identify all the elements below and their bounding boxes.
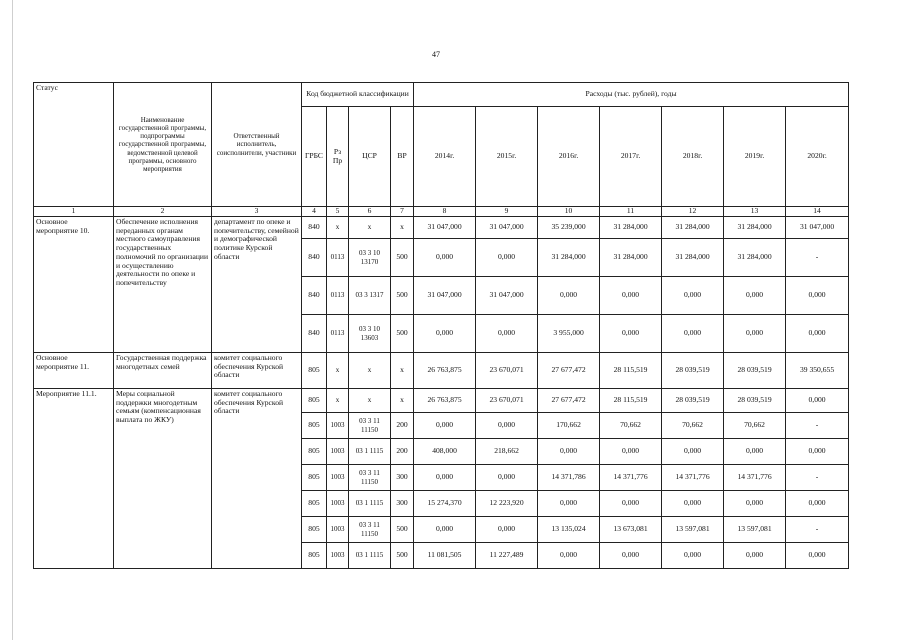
cell-grbs: 805 [302, 491, 327, 517]
cell-amount: 31 047,000 [476, 277, 538, 315]
cell-amount: 13 597,081 [724, 517, 786, 543]
cell-rz-pr: 1003 [327, 491, 349, 517]
cell-amount: 31 047,000 [476, 217, 538, 239]
cell-amount: 0,000 [724, 439, 786, 465]
cell-rz-pr: 0113 [327, 277, 349, 315]
column-number: 8 [414, 207, 476, 217]
table-row [34, 389, 849, 413]
budget-table [33, 82, 849, 569]
cell-csr: 03 3 11 11150 [349, 465, 391, 491]
cell-amount: 31 047,000 [786, 217, 849, 239]
cell-amount: 0,000 [786, 491, 849, 517]
column-number: 13 [724, 207, 786, 217]
row-responsible: департамент по опеке и попечительству, семейной и демографической политике Курской области [212, 217, 302, 353]
cell-vr: 200 [391, 439, 414, 465]
cell-amount: 0,000 [414, 465, 476, 491]
cell-amount: 13 597,081 [662, 517, 724, 543]
cell-rz-pr: 0113 [327, 315, 349, 353]
cell-amount: 0,000 [786, 543, 849, 569]
cell-amount: 28 115,519 [600, 353, 662, 389]
cell-rz-pr: 1003 [327, 517, 349, 543]
cell-grbs: 840 [302, 315, 327, 353]
cell-vr: 500 [391, 315, 414, 353]
cell-amount: 0,000 [414, 239, 476, 277]
cell-rz-pr: 0113 [327, 239, 349, 277]
cell-amount: 31 047,000 [414, 277, 476, 315]
row-status: Мероприятие 11.1. [34, 389, 114, 569]
cell-amount: 0,000 [414, 315, 476, 353]
cell-amount: 0,000 [662, 439, 724, 465]
cell-grbs: 840 [302, 217, 327, 239]
cell-amount: 0,000 [662, 315, 724, 353]
cell-csr: 03 1 1115 [349, 491, 391, 517]
cell-amount: 28 039,519 [724, 389, 786, 413]
column-number: 12 [662, 207, 724, 217]
header-year: 2014г. [414, 107, 476, 207]
cell-amount: 0,000 [538, 277, 600, 315]
cell-amount: 0,000 [538, 439, 600, 465]
column-number: 3 [212, 207, 302, 217]
cell-amount: 0,000 [476, 315, 538, 353]
cell-amount: 31 284,000 [600, 217, 662, 239]
column-number: 6 [349, 207, 391, 217]
cell-amount: - [786, 413, 849, 439]
cell-amount: 0,000 [724, 491, 786, 517]
cell-amount: 3 955,000 [538, 315, 600, 353]
row-name: Государственная поддержка многодетных семей [114, 353, 212, 389]
cell-amount: 0,000 [600, 543, 662, 569]
cell-csr: x [349, 389, 391, 413]
cell-amount: 31 047,000 [414, 217, 476, 239]
cell-rz-pr: x [327, 217, 349, 239]
row-name: Обеспечение исполнения переданных органам местного самоуправления государственных полномочий по организации и осуществлению деятельности по опеке и попечительству [114, 217, 212, 353]
column-number: 2 [114, 207, 212, 217]
cell-amount: 0,000 [662, 491, 724, 517]
cell-amount: 0,000 [600, 315, 662, 353]
cell-amount: 14 371,776 [662, 465, 724, 491]
cell-amount: 23 670,071 [476, 353, 538, 389]
table-row [34, 353, 849, 389]
cell-amount: 39 350,655 [786, 353, 849, 389]
cell-rz-pr: 1003 [327, 543, 349, 569]
cell-amount: 13 135,024 [538, 517, 600, 543]
column-number: 14 [786, 207, 849, 217]
cell-amount: 0,000 [724, 277, 786, 315]
row-status: Основное мероприятие 10. [34, 217, 114, 353]
cell-grbs: 805 [302, 353, 327, 389]
cell-csr: 03 1 1115 [349, 543, 391, 569]
cell-amount: - [786, 465, 849, 491]
cell-amount: 170,662 [538, 413, 600, 439]
cell-csr: 03 3 1317 [349, 277, 391, 315]
cell-amount: 0,000 [786, 277, 849, 315]
cell-vr: 200 [391, 413, 414, 439]
cell-amount: 28 039,519 [662, 389, 724, 413]
cell-grbs: 805 [302, 543, 327, 569]
page-number: 47 [432, 50, 440, 59]
header-responsible: Ответственный исполнитель, соисполнители, участники [212, 83, 302, 207]
cell-rz-pr: 1003 [327, 439, 349, 465]
cell-grbs: 805 [302, 439, 327, 465]
header-year: 2019г. [724, 107, 786, 207]
cell-amount: - [786, 517, 849, 543]
cell-amount: 0,000 [476, 239, 538, 277]
header-rz-pr: Рз Пр [327, 107, 349, 207]
page-edge-line [12, 0, 13, 640]
column-number: 4 [302, 207, 327, 217]
cell-grbs: 805 [302, 389, 327, 413]
cell-amount: 218,662 [476, 439, 538, 465]
cell-vr: x [391, 217, 414, 239]
cell-vr: 500 [391, 239, 414, 277]
cell-amount: 13 673,081 [600, 517, 662, 543]
cell-amount: 35 239,000 [538, 217, 600, 239]
cell-amount: 0,000 [786, 315, 849, 353]
header-vr: ВР [391, 107, 414, 207]
header-year: 2018г. [662, 107, 724, 207]
column-number-row [34, 207, 849, 217]
cell-amount: 27 677,472 [538, 353, 600, 389]
cell-amount: 0,000 [600, 277, 662, 315]
cell-csr: 03 3 11 11150 [349, 517, 391, 543]
header-csr: ЦСР [349, 107, 391, 207]
cell-csr: 03 3 11 11150 [349, 413, 391, 439]
cell-amount: 0,000 [600, 439, 662, 465]
cell-amount: 0,000 [538, 491, 600, 517]
column-number: 5 [327, 207, 349, 217]
cell-amount: 15 274,370 [414, 491, 476, 517]
cell-amount: 0,000 [414, 413, 476, 439]
column-number: 9 [476, 207, 538, 217]
row-responsible: комитет социального обеспечения Курской области [212, 389, 302, 569]
cell-amount: 70,662 [662, 413, 724, 439]
cell-amount: 0,000 [662, 277, 724, 315]
cell-csr: 03 3 10 13170 [349, 239, 391, 277]
cell-vr: 300 [391, 465, 414, 491]
cell-amount: 0,000 [538, 543, 600, 569]
cell-amount: 14 371,776 [724, 465, 786, 491]
header-name: Наименование государственной программы, подпрограммы государственной программы, ведомственной целевой программы, основного мероприятия [114, 83, 212, 207]
header-year: 2016г. [538, 107, 600, 207]
cell-amount: 28 039,519 [724, 353, 786, 389]
cell-rz-pr: x [327, 353, 349, 389]
cell-amount: 0,000 [476, 517, 538, 543]
cell-amount: 26 763,875 [414, 389, 476, 413]
column-number: 1 [34, 207, 114, 217]
header-year: 2015г. [476, 107, 538, 207]
cell-csr: x [349, 217, 391, 239]
cell-vr: x [391, 389, 414, 413]
cell-amount: 408,000 [414, 439, 476, 465]
cell-amount: 0,000 [724, 315, 786, 353]
cell-vr: x [391, 353, 414, 389]
header-grbs: ГРБС [302, 107, 327, 207]
cell-amount: 0,000 [476, 465, 538, 491]
cell-amount: 31 284,000 [662, 239, 724, 277]
cell-amount: 23 670,071 [476, 389, 538, 413]
cell-amount: 0,000 [414, 517, 476, 543]
cell-amount: 0,000 [786, 389, 849, 413]
cell-rz-pr: 1003 [327, 465, 349, 491]
cell-amount: - [786, 239, 849, 277]
header-year: 2017г. [600, 107, 662, 207]
cell-vr: 300 [391, 491, 414, 517]
cell-grbs: 805 [302, 413, 327, 439]
header-status: Статус [34, 83, 114, 207]
cell-csr: 03 3 10 13603 [349, 315, 391, 353]
cell-csr: x [349, 353, 391, 389]
column-number: 7 [391, 207, 414, 217]
cell-amount: 28 115,519 [600, 389, 662, 413]
header-budget-code: Код бюджетной классификации [302, 83, 414, 107]
cell-grbs: 805 [302, 517, 327, 543]
cell-amount: 14 371,776 [600, 465, 662, 491]
cell-amount: 0,000 [662, 543, 724, 569]
cell-vr: 500 [391, 277, 414, 315]
cell-vr: 500 [391, 543, 414, 569]
table-row [34, 217, 849, 239]
cell-amount: 31 284,000 [662, 217, 724, 239]
cell-amount: 70,662 [600, 413, 662, 439]
cell-amount: 14 371,786 [538, 465, 600, 491]
cell-amount: 27 677,472 [538, 389, 600, 413]
cell-amount: 0,000 [786, 439, 849, 465]
cell-amount: 0,000 [724, 543, 786, 569]
cell-amount: 28 039,519 [662, 353, 724, 389]
cell-amount: 70,662 [724, 413, 786, 439]
column-number: 10 [538, 207, 600, 217]
cell-grbs: 840 [302, 277, 327, 315]
cell-amount: 11 227,489 [476, 543, 538, 569]
cell-rz-pr: x [327, 389, 349, 413]
row-name: Меры социальной поддержки многодетным семьям (компенсационная выплата по ЖКУ) [114, 389, 212, 569]
column-number: 11 [600, 207, 662, 217]
cell-amount: 12 223,920 [476, 491, 538, 517]
header-year: 2020г. [786, 107, 849, 207]
cell-grbs: 805 [302, 465, 327, 491]
row-responsible: комитет социального обеспечения Курской области [212, 353, 302, 389]
cell-amount: 31 284,000 [724, 217, 786, 239]
header-expenses: Расходы (тыс. рублей), годы [414, 83, 849, 107]
cell-rz-pr: 1003 [327, 413, 349, 439]
cell-amount: 31 284,000 [600, 239, 662, 277]
cell-amount: 26 763,875 [414, 353, 476, 389]
cell-amount: 0,000 [600, 491, 662, 517]
cell-amount: 31 284,000 [724, 239, 786, 277]
cell-grbs: 840 [302, 239, 327, 277]
cell-csr: 03 1 1115 [349, 439, 391, 465]
cell-amount: 31 284,000 [538, 239, 600, 277]
cell-amount: 11 081,505 [414, 543, 476, 569]
row-status: Основное мероприятие 11. [34, 353, 114, 389]
cell-vr: 500 [391, 517, 414, 543]
cell-amount: 0,000 [476, 413, 538, 439]
